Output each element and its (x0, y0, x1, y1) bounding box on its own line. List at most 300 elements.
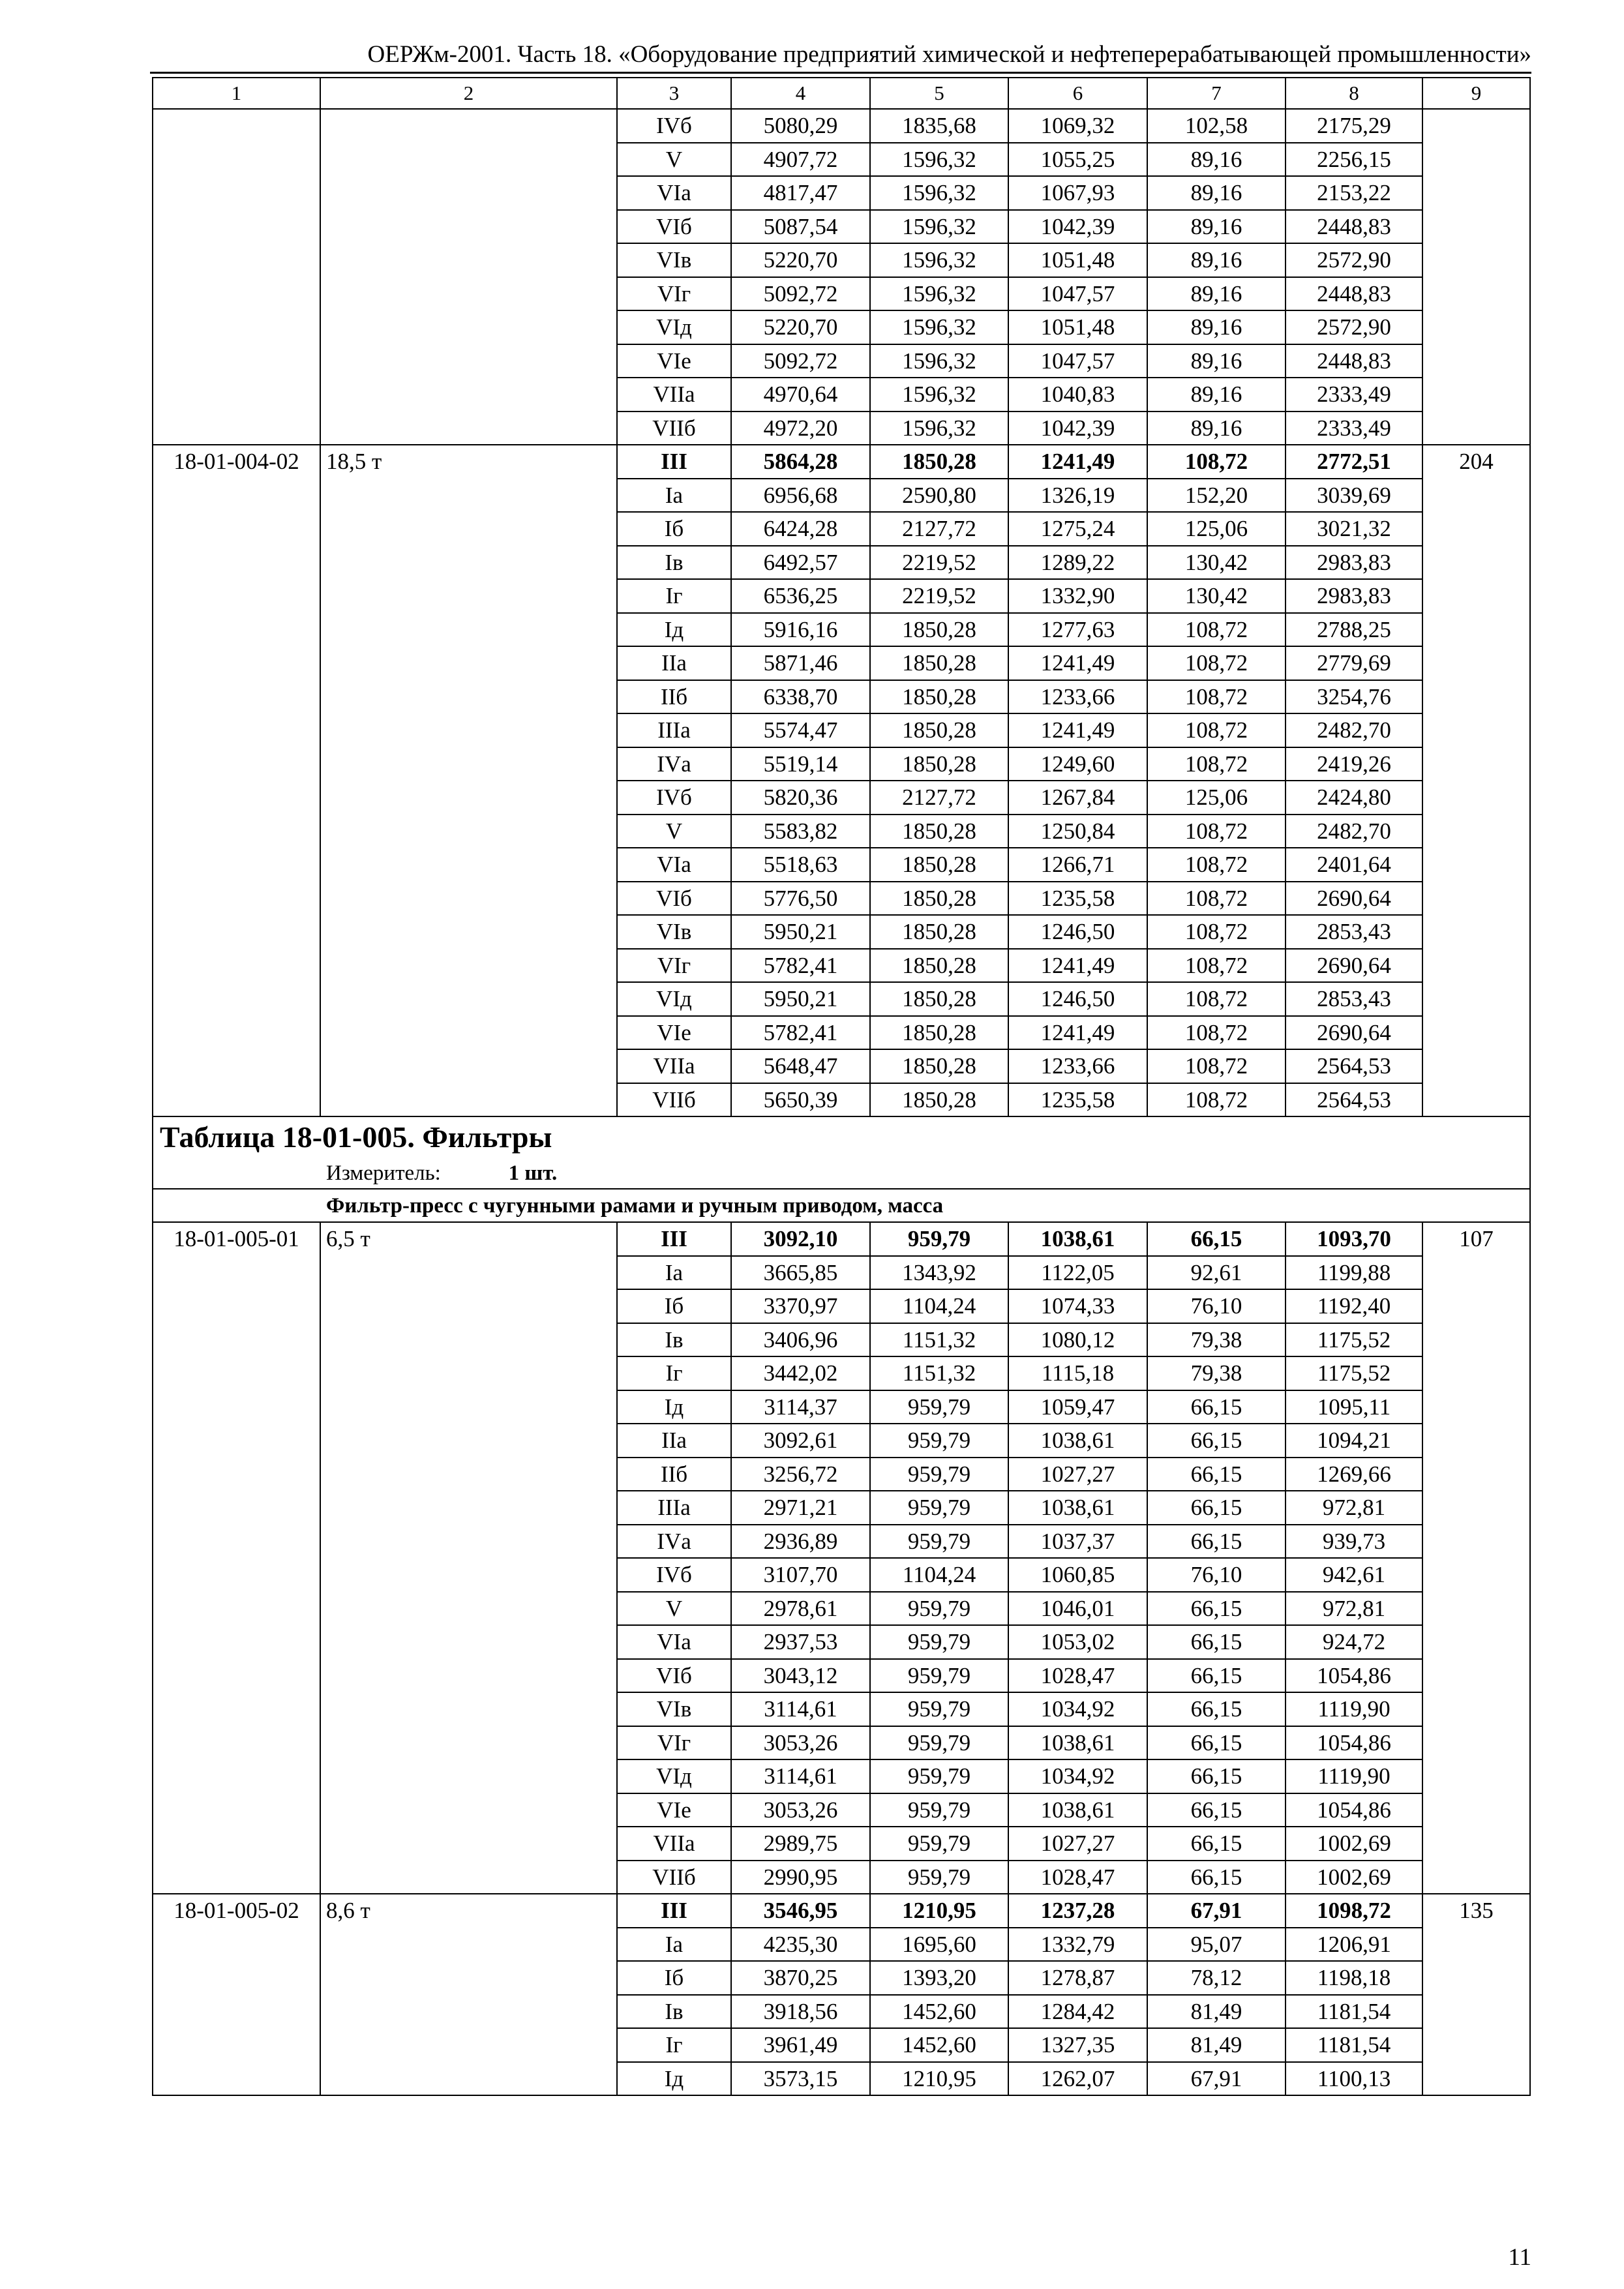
mass-cell (320, 1625, 617, 1659)
value-cell: 66,15 (1147, 1659, 1286, 1693)
mass-cell (320, 713, 617, 747)
value-cell: 1002,69 (1286, 1827, 1422, 1861)
mass-cell (320, 747, 617, 781)
mass-cell (320, 781, 617, 815)
value-cell: 5950,21 (731, 915, 870, 949)
code-cell (153, 1289, 320, 1323)
code-cell (153, 949, 320, 983)
table-row (153, 1256, 1530, 1290)
code-cell (153, 1793, 320, 1827)
value-cell: 1850,28 (870, 747, 1008, 781)
zone-cell: VIб (617, 210, 731, 244)
code-cell: 18-01-005-02 (153, 1894, 320, 1928)
value-cell: 2219,52 (870, 579, 1008, 613)
table-row (153, 1558, 1530, 1592)
mass-cell (320, 1491, 617, 1525)
value-cell: 1695,60 (870, 1928, 1008, 1962)
table-row (153, 1625, 1530, 1659)
value-cell: 2127,72 (870, 781, 1008, 815)
value-cell: 1278,87 (1008, 1961, 1147, 1995)
value-cell: 1037,37 (1008, 1525, 1147, 1559)
value-cell: 1095,11 (1286, 1390, 1422, 1424)
mass-cell: 6,5 т (320, 1222, 617, 1256)
value-cell: 1122,05 (1008, 1256, 1147, 1290)
value-cell: 1596,32 (870, 143, 1008, 177)
zone-cell: IIб (617, 680, 731, 714)
value-cell: 108,72 (1147, 1049, 1286, 1083)
extra-cell (1422, 411, 1530, 445)
value-cell: 2424,80 (1286, 781, 1422, 815)
zone-cell: VIа (617, 176, 731, 210)
mass-cell (320, 613, 617, 647)
table-row (153, 2028, 1530, 2062)
value-cell: 130,42 (1147, 546, 1286, 580)
code-cell (153, 1083, 320, 1117)
table-row (153, 1659, 1530, 1693)
value-cell: 1237,28 (1008, 1894, 1147, 1928)
value-cell: 2401,64 (1286, 848, 1422, 882)
extra-cell (1422, 1390, 1530, 1424)
code-cell (153, 1928, 320, 1962)
extra-cell (1422, 344, 1530, 378)
value-cell: 67,91 (1147, 2062, 1286, 2096)
code-cell (153, 1525, 320, 1559)
code-cell (153, 579, 320, 613)
value-cell: 2590,80 (870, 479, 1008, 513)
table-row (153, 1759, 1530, 1793)
value-cell: 1452,60 (870, 1995, 1008, 2029)
value-cell: 1596,32 (870, 210, 1008, 244)
code-cell (153, 479, 320, 513)
table-row (153, 915, 1530, 949)
table-row (153, 1458, 1530, 1491)
value-cell: 3442,02 (731, 1356, 870, 1390)
value-cell: 4972,20 (731, 411, 870, 445)
zone-cell: VIв (617, 243, 731, 277)
zone-cell: Iв (617, 1323, 731, 1357)
value-cell: 959,79 (870, 1458, 1008, 1491)
value-cell: 76,10 (1147, 1289, 1286, 1323)
mass-cell (320, 579, 617, 613)
value-cell: 1040,83 (1008, 378, 1147, 411)
value-cell: 2937,53 (731, 1625, 870, 1659)
value-cell: 130,42 (1147, 579, 1286, 613)
value-cell: 3107,70 (731, 1558, 870, 1592)
value-cell: 5950,21 (731, 982, 870, 1016)
value-cell: 1210,95 (870, 2062, 1008, 2096)
value-cell: 2690,64 (1286, 949, 1422, 983)
value-cell: 6492,57 (731, 546, 870, 580)
value-cell: 78,12 (1147, 1961, 1286, 1995)
value-cell: 2690,64 (1286, 882, 1422, 916)
value-cell: 1119,90 (1286, 1692, 1422, 1726)
extra-cell (1422, 2062, 1530, 2096)
zone-cell: VIIб (617, 1083, 731, 1117)
table-row (153, 1726, 1530, 1760)
value-cell: 1210,95 (870, 1894, 1008, 1928)
value-cell: 4235,30 (731, 1928, 870, 1962)
table-row (153, 680, 1530, 714)
code-cell (153, 109, 320, 143)
value-cell: 959,79 (870, 1592, 1008, 1626)
zone-cell: IVб (617, 781, 731, 815)
value-cell: 1042,39 (1008, 210, 1147, 244)
value-cell: 66,15 (1147, 1793, 1286, 1827)
zone-cell: Iг (617, 579, 731, 613)
zone-cell: IVб (617, 109, 731, 143)
extra-cell (1422, 815, 1530, 848)
value-cell: 102,58 (1147, 109, 1286, 143)
value-cell: 2853,43 (1286, 915, 1422, 949)
value-cell: 3039,69 (1286, 479, 1422, 513)
value-cell: 6424,28 (731, 512, 870, 546)
zone-cell: VIг (617, 949, 731, 983)
zone-cell: IIа (617, 1424, 731, 1458)
value-cell: 959,79 (870, 1759, 1008, 1793)
extra-cell: 204 (1422, 445, 1530, 479)
extra-cell (1422, 613, 1530, 647)
value-cell: 5519,14 (731, 747, 870, 781)
unit-row (153, 1158, 1530, 1189)
value-cell: 79,38 (1147, 1356, 1286, 1390)
value-cell: 6338,70 (731, 680, 870, 714)
value-cell: 2564,53 (1286, 1049, 1422, 1083)
value-cell: 2572,90 (1286, 310, 1422, 344)
value-cell: 1100,13 (1286, 2062, 1422, 2096)
value-cell: 2448,83 (1286, 277, 1422, 311)
extra-cell (1422, 1424, 1530, 1458)
code-cell (153, 1323, 320, 1357)
value-cell: 1051,48 (1008, 310, 1147, 344)
value-cell: 959,79 (870, 1424, 1008, 1458)
value-cell: 1038,61 (1008, 1726, 1147, 1760)
value-cell: 5648,47 (731, 1049, 870, 1083)
value-cell: 1047,57 (1008, 277, 1147, 311)
code-cell (153, 1692, 320, 1726)
extra-cell (1422, 1659, 1530, 1693)
value-cell: 108,72 (1147, 848, 1286, 882)
table-row (153, 848, 1530, 882)
value-cell: 108,72 (1147, 1083, 1286, 1117)
table-row (153, 512, 1530, 546)
extra-cell (1422, 1592, 1530, 1626)
zone-cell: IVа (617, 1525, 731, 1559)
zone-cell: Iб (617, 512, 731, 546)
extra-cell (1422, 1759, 1530, 1793)
mass-cell (320, 2028, 617, 2062)
column-number: 2 (320, 78, 617, 109)
value-cell: 1206,91 (1286, 1928, 1422, 1962)
zone-cell: VIа (617, 848, 731, 882)
value-cell: 3114,61 (731, 1692, 870, 1726)
table-row (153, 579, 1530, 613)
table-row (153, 210, 1530, 244)
value-cell: 2572,90 (1286, 243, 1422, 277)
value-cell: 1233,66 (1008, 680, 1147, 714)
mass-cell (320, 143, 617, 177)
value-cell: 108,72 (1147, 1016, 1286, 1050)
table-row (153, 1491, 1530, 1525)
value-cell: 1115,18 (1008, 1356, 1147, 1390)
value-cell: 2153,22 (1286, 176, 1422, 210)
zone-cell: IIб (617, 1458, 731, 1491)
value-cell: 2936,89 (731, 1525, 870, 1559)
table-row (153, 747, 1530, 781)
code-cell (153, 915, 320, 949)
zone-cell: VIе (617, 344, 731, 378)
zone-cell: VIIб (617, 1861, 731, 1894)
mass-cell (320, 1356, 617, 1390)
mass-cell (320, 243, 617, 277)
extra-cell (1422, 1793, 1530, 1827)
value-cell: 959,79 (870, 1491, 1008, 1525)
value-cell: 1104,24 (870, 1558, 1008, 1592)
mass-cell (320, 882, 617, 916)
table-row (153, 143, 1530, 177)
value-cell: 3092,10 (731, 1222, 870, 1256)
mass-cell (320, 915, 617, 949)
value-cell: 3665,85 (731, 1256, 870, 1290)
code-cell (153, 1016, 320, 1050)
mass-cell (320, 1525, 617, 1559)
value-cell: 1241,49 (1008, 646, 1147, 680)
extra-cell (1422, 915, 1530, 949)
table-row (153, 243, 1530, 277)
value-cell: 3256,72 (731, 1458, 870, 1491)
extra-cell (1422, 1525, 1530, 1559)
value-cell: 1054,86 (1286, 1793, 1422, 1827)
code-cell (153, 210, 320, 244)
table-row (153, 1222, 1530, 1256)
mass-cell (320, 1458, 617, 1491)
value-cell: 3546,95 (731, 1894, 870, 1928)
value-cell: 1038,61 (1008, 1424, 1147, 1458)
section-subtitle: Фильтр-пресс с чугунными рамами и ручным приводом, масса (326, 1194, 944, 1218)
value-cell: 1850,28 (870, 949, 1008, 983)
zone-cell: III (617, 445, 731, 479)
zone-cell: IIIа (617, 1491, 731, 1525)
value-cell: 5916,16 (731, 613, 870, 647)
value-cell: 2788,25 (1286, 613, 1422, 647)
mass-cell (320, 378, 617, 411)
mass-cell (320, 109, 617, 143)
table-row (153, 1390, 1530, 1424)
value-cell: 89,16 (1147, 411, 1286, 445)
value-cell: 3370,97 (731, 1289, 870, 1323)
value-cell: 2448,83 (1286, 210, 1422, 244)
table-row (153, 479, 1530, 513)
value-cell: 89,16 (1147, 378, 1286, 411)
table-row (153, 1323, 1530, 1357)
code-cell (153, 243, 320, 277)
zone-cell: Iа (617, 479, 731, 513)
mass-cell (320, 176, 617, 210)
value-cell: 2482,70 (1286, 815, 1422, 848)
value-cell: 108,72 (1147, 713, 1286, 747)
mass-cell (320, 1692, 617, 1726)
value-cell: 1393,20 (870, 1961, 1008, 1995)
value-cell: 2971,21 (731, 1491, 870, 1525)
extra-cell (1422, 378, 1530, 411)
zone-cell: VIб (617, 1659, 731, 1693)
value-cell: 1596,32 (870, 411, 1008, 445)
value-cell: 1327,35 (1008, 2028, 1147, 2062)
column-numbers-row (153, 78, 1530, 109)
table-row (153, 310, 1530, 344)
value-cell: 2333,49 (1286, 378, 1422, 411)
page-number: 11 (1508, 2244, 1531, 2271)
value-cell: 2482,70 (1286, 713, 1422, 747)
value-cell: 5864,28 (731, 445, 870, 479)
unit-label: Измеритель: (326, 1161, 441, 1185)
mass-cell (320, 1390, 617, 1424)
zone-cell: IVа (617, 747, 731, 781)
zone-cell: VIг (617, 1726, 731, 1760)
table-row (153, 1961, 1530, 1995)
mass-cell (320, 1995, 617, 2029)
value-cell: 5820,36 (731, 781, 870, 815)
value-cell: 3870,25 (731, 1961, 870, 1995)
value-cell: 1343,92 (870, 1256, 1008, 1290)
code-cell (153, 1726, 320, 1760)
value-cell: 1054,86 (1286, 1659, 1422, 1693)
value-cell: 5782,41 (731, 1016, 870, 1050)
code-cell (153, 411, 320, 445)
value-cell: 89,16 (1147, 243, 1286, 277)
value-cell: 972,81 (1286, 1592, 1422, 1626)
extra-cell (1422, 1049, 1530, 1083)
extra-cell (1422, 1558, 1530, 1592)
extra-cell (1422, 982, 1530, 1016)
extra-cell (1422, 848, 1530, 882)
value-cell: 959,79 (870, 1659, 1008, 1693)
value-cell: 1250,84 (1008, 815, 1147, 848)
extra-cell (1422, 243, 1530, 277)
mass-cell (320, 1083, 617, 1117)
value-cell: 89,16 (1147, 210, 1286, 244)
mass-cell (320, 1323, 617, 1357)
mass-cell (320, 2062, 617, 2096)
column-number: 5 (870, 78, 1008, 109)
value-cell: 2448,83 (1286, 344, 1422, 378)
value-cell: 1175,52 (1286, 1356, 1422, 1390)
code-cell (153, 1390, 320, 1424)
value-cell: 1054,86 (1286, 1726, 1422, 1760)
value-cell: 66,15 (1147, 1222, 1286, 1256)
table-row (153, 1692, 1530, 1726)
extra-cell (1422, 109, 1530, 143)
mass-cell (320, 1256, 617, 1290)
code-cell (153, 1625, 320, 1659)
zone-cell: V (617, 1592, 731, 1626)
value-cell: 1246,50 (1008, 915, 1147, 949)
value-cell: 89,16 (1147, 310, 1286, 344)
table-row (153, 344, 1530, 378)
extra-cell (1422, 277, 1530, 311)
extra-cell (1422, 143, 1530, 177)
value-cell: 4970,64 (731, 378, 870, 411)
extra-cell (1422, 713, 1530, 747)
value-cell: 108,72 (1147, 915, 1286, 949)
code-cell (153, 747, 320, 781)
extra-cell (1422, 1995, 1530, 2029)
value-cell: 3573,15 (731, 2062, 870, 2096)
table-row (153, 1793, 1530, 1827)
mass-cell (320, 815, 617, 848)
value-cell: 1198,18 (1286, 1961, 1422, 1995)
value-cell: 66,15 (1147, 1827, 1286, 1861)
value-cell: 3053,26 (731, 1793, 870, 1827)
value-cell: 92,61 (1147, 1256, 1286, 1290)
table-row (153, 1356, 1530, 1390)
code-cell (153, 848, 320, 882)
value-cell: 1175,52 (1286, 1323, 1422, 1357)
table-row (153, 1049, 1530, 1083)
zone-cell: Iв (617, 1995, 731, 2029)
mass-cell (320, 1726, 617, 1760)
value-cell: 89,16 (1147, 176, 1286, 210)
column-number: 3 (617, 78, 731, 109)
table-row (153, 815, 1530, 848)
mass-cell (320, 1827, 617, 1861)
table-row (153, 1016, 1530, 1050)
value-cell: 1046,01 (1008, 1592, 1147, 1626)
value-cell: 1069,32 (1008, 109, 1147, 143)
code-cell (153, 176, 320, 210)
value-cell: 2989,75 (731, 1827, 870, 1861)
value-cell: 3053,26 (731, 1726, 870, 1760)
value-cell: 125,06 (1147, 512, 1286, 546)
value-cell: 1850,28 (870, 1083, 1008, 1117)
value-cell: 1051,48 (1008, 243, 1147, 277)
value-cell: 3114,61 (731, 1759, 870, 1793)
zone-cell: Iб (617, 1961, 731, 1995)
value-cell: 1042,39 (1008, 411, 1147, 445)
value-cell: 959,79 (870, 1793, 1008, 1827)
value-cell: 1850,28 (870, 882, 1008, 916)
table-row (153, 1928, 1530, 1962)
code-cell (153, 882, 320, 916)
value-cell: 2333,49 (1286, 411, 1422, 445)
code-cell (153, 646, 320, 680)
mass-cell (320, 479, 617, 513)
code-cell (153, 1827, 320, 1861)
value-cell: 1119,90 (1286, 1759, 1422, 1793)
zone-cell: IIа (617, 646, 731, 680)
value-cell: 2175,29 (1286, 109, 1422, 143)
table-row (153, 1289, 1530, 1323)
value-cell: 1027,27 (1008, 1458, 1147, 1491)
value-cell: 1262,07 (1008, 2062, 1147, 2096)
value-cell: 1002,69 (1286, 1861, 1422, 1894)
value-cell: 1596,32 (870, 378, 1008, 411)
code-cell (153, 613, 320, 647)
zone-cell: III (617, 1894, 731, 1928)
mass-cell (320, 210, 617, 244)
value-cell: 959,79 (870, 1525, 1008, 1559)
mass-cell (320, 680, 617, 714)
value-cell: 5776,50 (731, 882, 870, 916)
zone-cell: Iа (617, 1928, 731, 1962)
value-cell: 3406,96 (731, 1323, 870, 1357)
value-cell: 959,79 (870, 1390, 1008, 1424)
value-cell: 1850,28 (870, 646, 1008, 680)
value-cell: 1235,58 (1008, 882, 1147, 916)
mass-cell (320, 1016, 617, 1050)
code-cell (153, 982, 320, 1016)
table-row (153, 378, 1530, 411)
value-cell: 5583,82 (731, 815, 870, 848)
